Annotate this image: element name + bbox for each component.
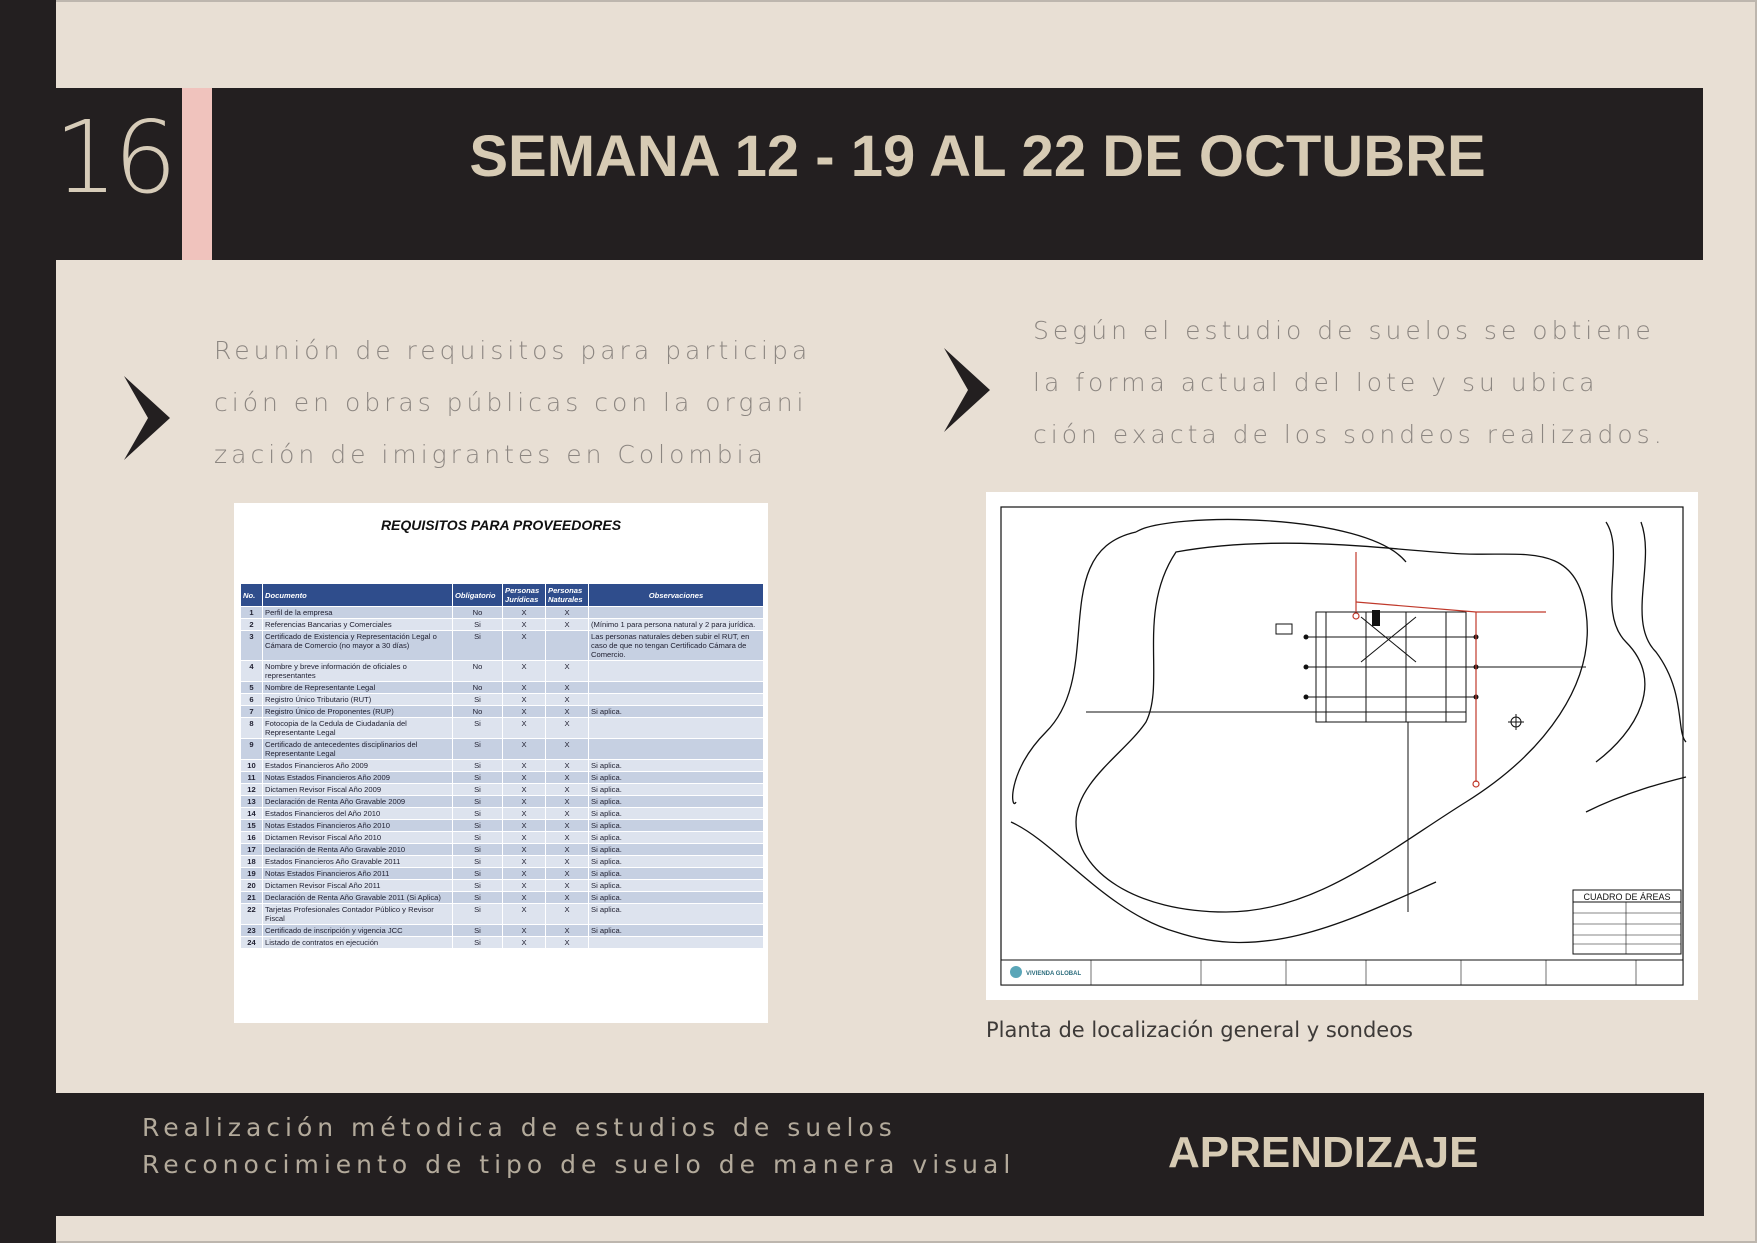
table-cell: Si: [453, 856, 503, 868]
footer-line: Reconocimiento de tipo de suelo de manera visual: [142, 1150, 1016, 1179]
table-cell: Si aplica.: [589, 868, 764, 880]
table-cell: Si aplica.: [589, 808, 764, 820]
table-cell: Estados Financieros Año 2009: [263, 760, 453, 772]
table-row: [241, 619, 764, 631]
table-cell: Nombre y breve información de oficiales o representantes: [263, 661, 453, 682]
col-header: Observaciones: [589, 584, 764, 607]
table-row: [241, 718, 764, 739]
table-cell: 10: [241, 760, 263, 772]
table-row: [241, 880, 764, 892]
table-row: [241, 925, 764, 937]
table-cell: Si: [453, 694, 503, 706]
table-cell: X: [546, 820, 589, 832]
left-paragraph-line: Reunión de requisitos para participa: [214, 336, 812, 365]
table-cell: X: [546, 844, 589, 856]
table-cell: Si: [453, 925, 503, 937]
table-cell: Fotocopia de la Cedula de Ciudadanía del Representante Legal: [263, 718, 453, 739]
table-cell: 8: [241, 718, 263, 739]
table-cell: Declaración de Renta Año Gravable 2009: [263, 796, 453, 808]
table-cell: [589, 739, 764, 760]
table-cell: X: [503, 832, 546, 844]
table-cell: Estados Financieros Año Gravable 2011: [263, 856, 453, 868]
table-row: [241, 820, 764, 832]
table-header-row: [241, 584, 764, 607]
table-cell: 2: [241, 619, 263, 631]
table-row: [241, 892, 764, 904]
table-cell: 5: [241, 682, 263, 694]
company-name: VIVIENDA GLOBAL: [1026, 971, 1082, 977]
table-cell: X: [503, 796, 546, 808]
table-cell: X: [546, 880, 589, 892]
table-cell: X: [503, 925, 546, 937]
table-cell: Declaración de Renta Año Gravable 2011 (Si Aplica): [263, 892, 453, 904]
table-cell: X: [503, 937, 546, 949]
col-header: Personas Naturales: [546, 584, 589, 607]
table-cell: X: [503, 694, 546, 706]
table-cell: 14: [241, 808, 263, 820]
table-row: [241, 784, 764, 796]
chevron-right-icon: [944, 348, 990, 432]
table-cell: X: [546, 682, 589, 694]
table-row: [241, 631, 764, 661]
table-cell: X: [546, 856, 589, 868]
table-cell: Si: [453, 868, 503, 880]
table-row: [241, 772, 764, 784]
table-cell: 18: [241, 856, 263, 868]
left-paragraph: [214, 325, 811, 481]
col-header: Documento: [263, 584, 453, 607]
table-cell: Registro Único de Proponentes (RUP): [263, 706, 453, 718]
table-title: REQUISITOS PARA PROVEEDORES: [380, 517, 622, 533]
table-cell: X: [503, 904, 546, 925]
table-cell: 7: [241, 706, 263, 718]
table-cell: Certificado de Existencia y Representación Legal o Cámara de Comercio (no mayor a 30 días): [263, 631, 453, 661]
table-cell: X: [546, 661, 589, 682]
table-cell: 22: [241, 904, 263, 925]
site-plan-panel: [986, 492, 1698, 1000]
accent-stripe: [182, 88, 212, 260]
table-cell: 1: [241, 607, 263, 619]
table-cell: Registro Único Tributario (RUT): [263, 694, 453, 706]
table-cell: X: [503, 808, 546, 820]
right-paragraph: [1033, 305, 1666, 461]
table-cell: X: [503, 739, 546, 760]
table-cell: X: [546, 937, 589, 949]
table-cell: Si aplica.: [589, 856, 764, 868]
table-cell: Si aplica.: [589, 892, 764, 904]
table-cell: 13: [241, 796, 263, 808]
table-cell: 21: [241, 892, 263, 904]
table-cell: Si: [453, 937, 503, 949]
table-cell: 4: [241, 661, 263, 682]
table-cell: Si aplica.: [589, 832, 764, 844]
table-cell: X: [546, 784, 589, 796]
table-cell: X: [503, 619, 546, 631]
table-row: [241, 844, 764, 856]
table-cell: Si aplica.: [589, 904, 764, 925]
table-cell: Si: [453, 904, 503, 925]
requirements-table: [240, 583, 764, 949]
table-cell: 20: [241, 880, 263, 892]
table-cell: [589, 937, 764, 949]
table-row: [241, 856, 764, 868]
table-cell: X: [503, 706, 546, 718]
table-row: [241, 661, 764, 682]
table-cell: 15: [241, 820, 263, 832]
table-cell: Dictamen Revisor Fiscal Año 2009: [263, 784, 453, 796]
table-cell: Si: [453, 808, 503, 820]
left-paragraph-line: zación de imigrantes en Colombia: [214, 440, 767, 469]
table-row: [241, 808, 764, 820]
table-cell: X: [546, 832, 589, 844]
right-paragraph-line: la forma actual del lote y su ubica: [1033, 368, 1599, 397]
table-cell: (Mínimo 1 para persona natural y 2 para jurídica.: [589, 619, 764, 631]
left-paragraph-line: ción en obras públicas con la organi: [214, 388, 808, 417]
table-cell: X: [503, 682, 546, 694]
table-cell: X: [503, 868, 546, 880]
table-cell: 11: [241, 772, 263, 784]
table-row: [241, 682, 764, 694]
table-cell: Si aplica.: [589, 880, 764, 892]
table-cell: [546, 631, 589, 661]
chevron-right-icon: [124, 376, 170, 460]
table-cell: X: [503, 892, 546, 904]
table-cell: X: [503, 820, 546, 832]
table-cell: Notas Estados Financieros Año 2009: [263, 772, 453, 784]
table-cell: [589, 661, 764, 682]
table-cell: X: [503, 856, 546, 868]
table-cell: Si aplica.: [589, 820, 764, 832]
plan-caption: Planta de localización general y sondeos: [986, 1018, 1413, 1042]
table-cell: Estados Financieros del Año 2010: [263, 808, 453, 820]
table-cell: No: [453, 682, 503, 694]
col-header: Obligatorio: [453, 584, 503, 607]
table-cell: 6: [241, 694, 263, 706]
left-bar: [0, 0, 56, 1243]
table-row: [241, 739, 764, 760]
table-cell: Si: [453, 844, 503, 856]
table-cell: Declaración de Renta Año Gravable 2010: [263, 844, 453, 856]
table-cell: Notas Estados Financieros Año 2011: [263, 868, 453, 880]
table-cell: Si aplica.: [589, 844, 764, 856]
table-cell: [589, 694, 764, 706]
table-cell: Nombre de Representante Legal: [263, 682, 453, 694]
areas-title: CUADRO DE ÁREAS: [1583, 892, 1671, 902]
table-cell: Perfil de la empresa: [263, 607, 453, 619]
table-cell: Si: [453, 784, 503, 796]
table-cell: X: [503, 844, 546, 856]
table-row: [241, 868, 764, 880]
table-cell: X: [503, 607, 546, 619]
table-cell: X: [503, 661, 546, 682]
table-cell: Dictamen Revisor Fiscal Año 2011: [263, 880, 453, 892]
table-row: [241, 706, 764, 718]
table-cell: [589, 718, 764, 739]
table-row: [241, 832, 764, 844]
table-cell: Si: [453, 718, 503, 739]
table-cell: Si: [453, 739, 503, 760]
col-header: Personas Jurídicas: [503, 584, 546, 607]
table-cell: [589, 607, 764, 619]
table-cell: Si aplica.: [589, 706, 764, 718]
table-row: [241, 796, 764, 808]
table-cell: X: [503, 784, 546, 796]
table-cell: X: [503, 631, 546, 661]
table-cell: Las personas naturales deben subir el RUT, en caso de que no tengan Certificado Cámara de Comercio.: [589, 631, 764, 661]
table-cell: X: [503, 772, 546, 784]
page-number: 16: [54, 99, 174, 216]
learning-label: APRENDIZAJE: [1168, 1128, 1479, 1177]
table-cell: 16: [241, 832, 263, 844]
table-row: [241, 760, 764, 772]
table-cell: X: [546, 607, 589, 619]
table-cell: 12: [241, 784, 263, 796]
table-cell: Si: [453, 619, 503, 631]
table-cell: X: [546, 796, 589, 808]
table-cell: 24: [241, 937, 263, 949]
table-cell: Si: [453, 760, 503, 772]
table-cell: X: [546, 619, 589, 631]
table-cell: Si aplica.: [589, 796, 764, 808]
table-cell: Si: [453, 832, 503, 844]
table-cell: X: [546, 808, 589, 820]
table-row: [241, 694, 764, 706]
table-cell: 23: [241, 925, 263, 937]
table-row: [241, 607, 764, 619]
right-paragraph-line: ción exacta de los sondeos realizados.: [1033, 420, 1666, 449]
table-cell: X: [546, 772, 589, 784]
table-cell: Si aplica.: [589, 772, 764, 784]
table-cell: X: [546, 718, 589, 739]
table-cell: Certificado de inscripción y vigencia JCC: [263, 925, 453, 937]
table-cell: X: [546, 868, 589, 880]
table-cell: Tarjetas Profesionales Contador Público y Revisor Fiscal: [263, 904, 453, 925]
week-title: SEMANA 12 - 19 AL 22 DE OCTUBRE: [469, 124, 1486, 189]
table-cell: Si: [453, 772, 503, 784]
table-cell: No: [453, 706, 503, 718]
table-cell: Si: [453, 880, 503, 892]
table-cell: X: [546, 892, 589, 904]
table-cell: X: [503, 718, 546, 739]
table-cell: Si aplica.: [589, 784, 764, 796]
table-row: [241, 904, 764, 925]
table-cell: 9: [241, 739, 263, 760]
right-paragraph-line: Según el estudio de suelos se obtiene: [1033, 316, 1655, 345]
requirements-panel: [234, 503, 768, 1023]
table-cell: X: [546, 925, 589, 937]
table-cell: Notas Estados Financieros Año 2010: [263, 820, 453, 832]
table-cell: 17: [241, 844, 263, 856]
table-cell: 3: [241, 631, 263, 661]
table-cell: X: [546, 760, 589, 772]
table-cell: Dictamen Revisor Fiscal Año 2010: [263, 832, 453, 844]
table-cell: X: [546, 739, 589, 760]
table-cell: Certificado de antecedentes disciplinarios del Representante Legal: [263, 739, 453, 760]
table-cell: No: [453, 661, 503, 682]
table-cell: Si: [453, 631, 503, 661]
table-cell: X: [546, 706, 589, 718]
table-cell: Listado de contratos en ejecución: [263, 937, 453, 949]
table-cell: Si: [453, 820, 503, 832]
col-header: No.: [241, 584, 263, 607]
table-cell: X: [546, 904, 589, 925]
table-cell: Si aplica.: [589, 925, 764, 937]
table-cell: X: [503, 760, 546, 772]
footer-line: Realización métodica de estudios de suelos: [142, 1113, 897, 1142]
table-cell: Referencias Bancarias y Comerciales: [263, 619, 453, 631]
table-cell: [589, 682, 764, 694]
table-cell: Si: [453, 796, 503, 808]
table-cell: No: [453, 607, 503, 619]
site-plan-drawing: [986, 492, 1698, 1000]
table-cell: Si: [453, 892, 503, 904]
table-cell: X: [503, 880, 546, 892]
table-cell: 19: [241, 868, 263, 880]
table-row: [241, 937, 764, 949]
table-cell: Si aplica.: [589, 760, 764, 772]
table-cell: X: [546, 694, 589, 706]
